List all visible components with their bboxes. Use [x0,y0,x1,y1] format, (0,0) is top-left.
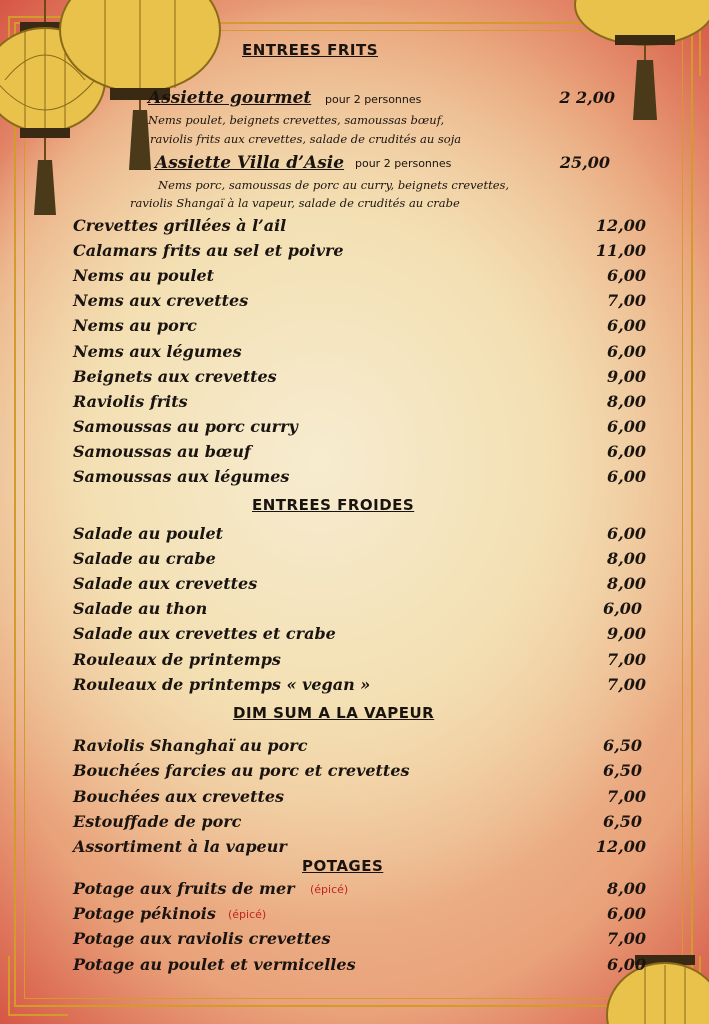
menu-item-price: 8,00 [607,549,646,568]
menu-item-name: Nems aux légumes [73,342,242,361]
menu-item-name: Samoussas au bœuf [73,442,251,461]
platter-name: Assiette Villa d’Asie [155,153,345,173]
platter-note: pour 2 personnes [355,157,452,170]
menu-item-name: Nems au porc [73,316,197,335]
menu-item-price: 12,00 [595,837,646,856]
platter-name: Assiette gourmet [148,88,312,108]
spicy-label: (épicé) [310,883,349,896]
section-heading-entrees-froides: ENTREES FROIDES [252,496,415,514]
menu-item-name: Bouchées aux crevettes [73,787,285,806]
menu-item-name: Salade aux crevettes [73,574,258,593]
menu-item-name: Raviolis Shanghaï au porc [73,736,308,755]
menu-item-name: Bouchées farcies au porc et crevettes [73,761,410,780]
menu-item-name: Samoussas au porc curry [73,417,298,436]
menu-item-name: Salade aux crevettes et crabe [73,624,336,643]
menu-item-name: Samoussas aux légumes [73,467,290,486]
platter-price: 25,00 [559,153,610,172]
menu-item-price: 7,00 [607,787,646,806]
menu-item-price: 6,00 [607,266,646,285]
menu-item-name: Raviolis frits [73,392,188,411]
platter-description: Nems poulet, beignets crevettes, samoussas bœuf, [148,113,445,127]
menu-item-price: 6,00 [607,417,646,436]
menu-item-price: 6,50 [603,736,642,755]
section-heading-dim-sum: DIM SUM A LA VAPEUR [233,704,435,722]
platter-description: raviolis Shangaï à la vapeur, salade de crudités au crabe [130,196,460,210]
menu-item-name: Crevettes grillées à l’ail [73,216,287,235]
menu-item-name: Salade au thon [73,599,208,618]
menu-item-price: 8,00 [607,574,646,593]
menu-item-name: Beignets aux crevettes [73,367,277,386]
menu-item-name: Potage aux fruits de mer [73,879,295,898]
menu-item-name: Rouleaux de printemps [73,650,281,669]
menu-item-price: 6,00 [607,316,646,335]
menu-item-name: Potage aux raviolis crevettes [73,929,331,948]
menu-item-price: 8,00 [607,879,646,898]
menu-item-name: Potage pékinois [73,904,216,923]
platter-note: pour 2 personnes [325,93,422,106]
menu-item-price: 7,00 [607,650,646,669]
menu-item-name: Calamars frits au sel et poivre [73,241,344,260]
menu-item-name: Rouleaux de printemps « vegan » [73,675,371,694]
platter-description: raviolis frits aux crevettes, salade de crudités au soja [150,132,462,146]
menu-item-price: 9,00 [607,367,646,386]
menu-item-price: 11,00 [595,241,646,260]
menu-item-price: 6,50 [603,761,642,780]
section-heading-entrees-frits: ENTREES FRITS [242,41,379,59]
menu-item-price: 6,00 [607,342,646,361]
menu-item-price: 8,00 [607,392,646,411]
section-heading-potages: POTAGES [302,857,384,875]
menu-item-price: 6,00 [607,442,646,461]
corner-fret-bottom-left [8,956,68,1016]
spicy-label: (épicé) [228,908,267,921]
menu-item-name: Potage au poulet et vermicelles [73,955,356,974]
menu-item-price: 6,00 [603,599,642,618]
menu-item-name: Nems au poulet [73,266,215,285]
menu-item-price: 6,00 [607,524,646,543]
menu-item-price: 6,00 [607,955,646,974]
menu-item-price: 9,00 [607,624,646,643]
menu-item-name: Estouffade de porc [73,812,242,831]
platter-price: 2 2,00 [559,88,615,107]
menu-item-price: 7,00 [607,929,646,948]
menu-item-price: 7,00 [607,675,646,694]
menu-item-price: 6,00 [607,467,646,486]
menu-item-price: 12,00 [595,216,646,235]
menu-item-price: 6,00 [607,904,646,923]
menu-item-name: Salade au crabe [73,549,216,568]
menu-item-name: Salade au poulet [73,524,224,543]
lantern-icon [565,0,709,130]
menu-item-price: 7,00 [607,291,646,310]
platter-description: Nems porc, samoussas de porc au curry, beignets crevettes, [158,178,510,192]
menu-item-name: Assortiment à la vapeur [73,837,287,856]
menu-item-price: 6,50 [603,812,642,831]
menu-item-name: Nems aux crevettes [73,291,249,310]
